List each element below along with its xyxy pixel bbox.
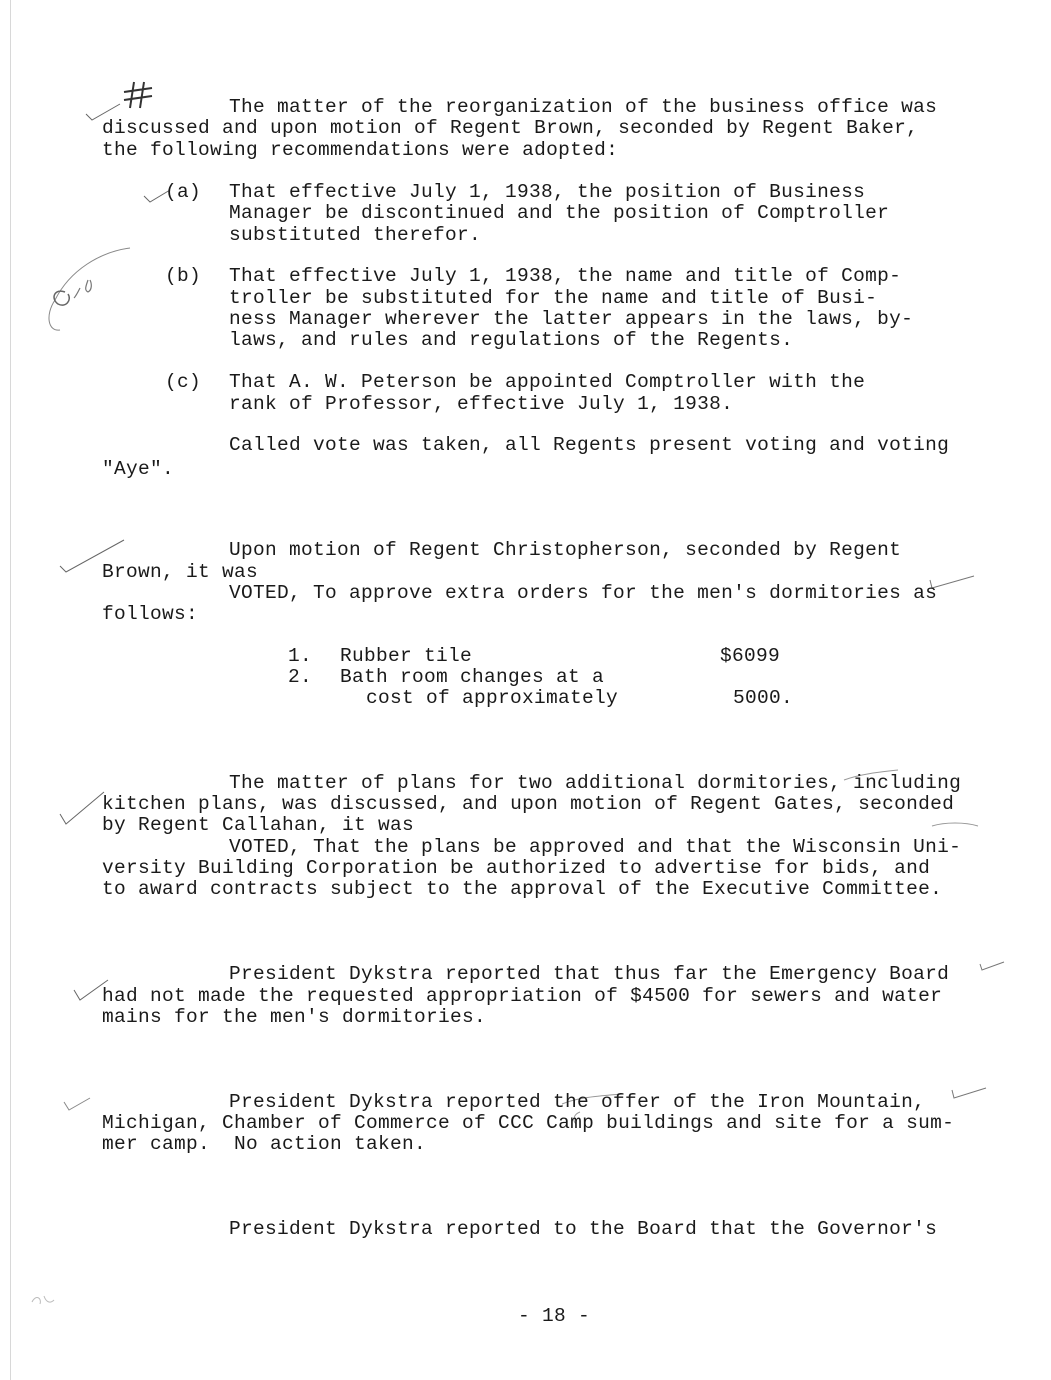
order-number: 1. <box>288 645 313 667</box>
iron-mountain-line: mer camp. No action taken. <box>102 1133 427 1155</box>
order-amount: 5000. <box>733 687 794 709</box>
handwritten-scribble <box>30 240 140 340</box>
dorm-orders-line: follows: <box>102 603 199 625</box>
reorg-intro-line: discussed and upon motion of Regent Brown, seconded by Regent Baker, <box>102 117 919 139</box>
plans-line: The matter of plans for two additional dormitories, including <box>229 772 962 794</box>
item-a-line: Manager be discontinued and the position of Comptroller <box>229 202 890 224</box>
tick-line <box>930 820 980 832</box>
vote-line: "Aye". <box>102 458 175 480</box>
reorg-intro-line: the following recommendations were adopted: <box>102 139 619 161</box>
plans-line: VOTED, That the plans be approved and that the Wisconsin Uni- <box>229 836 962 858</box>
order-description: Rubber tile <box>340 645 473 667</box>
item-b-line: troller be substituted for the name and title of Busi- <box>229 287 878 309</box>
item-label: (a) <box>165 181 202 203</box>
plans-line: by Regent Callahan, it was <box>102 814 415 836</box>
check-mark <box>978 960 1008 982</box>
governor-line: President Dykstra reported to the Board that the Governor's <box>229 1218 938 1240</box>
order-description: cost of approximately <box>366 687 619 709</box>
dorm-orders-line: Brown, it was <box>102 561 259 583</box>
emergency-line: mains for the men's dormitories. <box>102 1006 487 1028</box>
item-label: (c) <box>165 371 202 393</box>
check-mark <box>62 1096 92 1118</box>
reorg-intro-line: The matter of the reorganization of the business office was <box>229 96 938 118</box>
hash-mark <box>118 80 158 110</box>
order-number: 2. <box>288 666 313 688</box>
dorm-orders-line: VOTED, To approve extra orders for the men's dormitories as <box>229 582 938 604</box>
order-amount: $6099 <box>720 645 781 667</box>
item-b-line: laws, and rules and regulations of the Regents. <box>229 329 794 351</box>
item-a-line: That effective July 1, 1938, the position of Business <box>229 181 866 203</box>
iron-mountain-line: Michigan, Chamber of Commerce of CCC Camp buildings and site for a sum- <box>102 1112 955 1134</box>
check-mark <box>58 790 108 830</box>
page-edge-line <box>10 0 11 1380</box>
page-number: - 18 - <box>518 1305 591 1327</box>
emergency-line: had not made the requested appropriation of $4500 for sewers and water <box>102 985 943 1007</box>
item-b-line: That effective July 1, 1938, the name and title of Comp- <box>229 265 902 287</box>
plans-line: kitchen plans, was discussed, and upon motion of Regent Gates, seconded <box>102 793 955 815</box>
iron-mountain-line: President Dykstra reported the offer of the Iron Mountain, <box>229 1091 926 1113</box>
order-description: Bath room changes at a <box>340 666 605 688</box>
item-c-line: That A. W. Peterson be appointed Comptroller with the <box>229 371 866 393</box>
plans-line: versity Building Corporation be authorized to advertise for bids, and <box>102 857 931 879</box>
item-a-line: substituted therefor. <box>229 224 482 246</box>
plans-line: to award contracts subject to the approval of the Executive Committee. <box>102 878 943 900</box>
item-c-line: rank of Professor, effective July 1, 1938. <box>229 393 734 415</box>
vote-line: Called vote was taken, all Regents present voting and voting <box>229 434 950 456</box>
item-b-line: ness Manager wherever the latter appears in the laws, by- <box>229 308 914 330</box>
dorm-orders-line: Upon motion of Regent Christopherson, seconded by Regent <box>229 539 902 561</box>
check-mark <box>950 1086 990 1110</box>
emergency-line: President Dykstra reported that thus far the Emergency Board <box>229 963 950 985</box>
small-smudge <box>28 1290 58 1314</box>
item-label: (b) <box>165 265 202 287</box>
